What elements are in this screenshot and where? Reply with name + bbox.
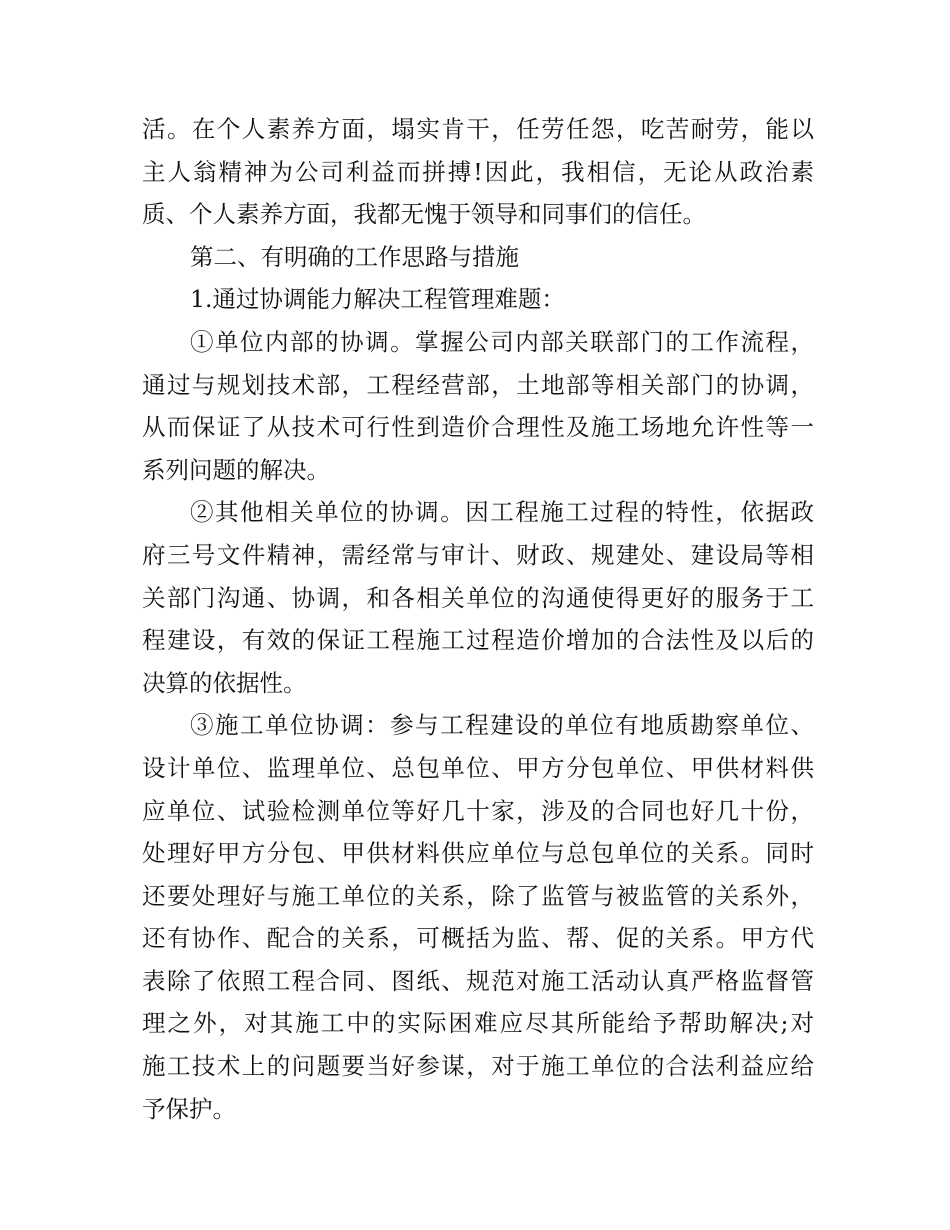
text-line: 系列问题的解决。 bbox=[142, 455, 330, 484]
text-line: 主人翁精神为公司利益而拼搏!因此，我相信，无论从政治素 bbox=[142, 157, 814, 186]
subsection-heading: 1.通过协调能力解决工程管理难题： bbox=[190, 285, 565, 314]
text-line: 活。在个人素养方面，塌实肯干，任劳任怨，吃苦耐劳，能以 bbox=[142, 115, 814, 143]
text-line: 予保护。 bbox=[142, 1094, 236, 1123]
text-line: 关部门沟通、协调，和各相关单位的沟通使得更好的服务于工 bbox=[142, 583, 814, 612]
text-line: ③施工单位协调：参与工程建设的单位有地质勘察单位、 bbox=[190, 711, 814, 740]
document-body bbox=[142, 108, 814, 1130]
text-line: 府三号文件精神，需经常与审计、财政、规建处、建设局等相 bbox=[142, 540, 814, 569]
text-line: 设计单位、监理单位、总包单位、甲方分包单位、甲供材料供 bbox=[142, 753, 814, 782]
text-line: 程建设，有效的保证工程施工过程造价增加的合法性及以后的 bbox=[142, 626, 814, 655]
text-line: 理之外，对其施工中的实际困难应尽其所能给予帮助解决;对 bbox=[142, 1009, 814, 1038]
text-line: 还有协作、配合的关系，可概括为监、帮、促的关系。甲方代 bbox=[142, 924, 814, 953]
text-line: 施工技术上的问题要当好参谋，对于施工单位的合法利益应给 bbox=[142, 1052, 814, 1081]
text-line: 表除了依照工程合同、图纸、规范对施工活动认真严格监督管 bbox=[142, 966, 814, 995]
text-line: 应单位、试验检测单位等好几十家，涉及的合同也好几十份， bbox=[142, 796, 814, 825]
text-line: ①单位内部的协调。掌握公司内部关联部门的工作流程， bbox=[190, 327, 814, 356]
text-line: ②其他相关单位的协调。因工程施工过程的特性，依据政 bbox=[190, 498, 814, 527]
text-line: 决算的依据性。 bbox=[142, 668, 307, 697]
text-line: 通过与规划技术部，工程经营部，土地部等相关部门的协调， bbox=[142, 370, 814, 399]
text-line: 质、个人素养方面，我都无愧于领导和同事们的信任。 bbox=[142, 200, 706, 229]
text-line: 处理好甲方分包、甲供材料供应单位与总包单位的关系。同时 bbox=[142, 839, 814, 868]
text-line: 从而保证了从技术可行性到造价合理性及施工场地允许性等一 bbox=[142, 413, 814, 442]
section-heading: 第二、有明确的工作思路与措施 bbox=[190, 242, 519, 271]
text-line: 还要处理好与施工单位的关系，除了监管与被监管的关系外， bbox=[142, 881, 814, 910]
